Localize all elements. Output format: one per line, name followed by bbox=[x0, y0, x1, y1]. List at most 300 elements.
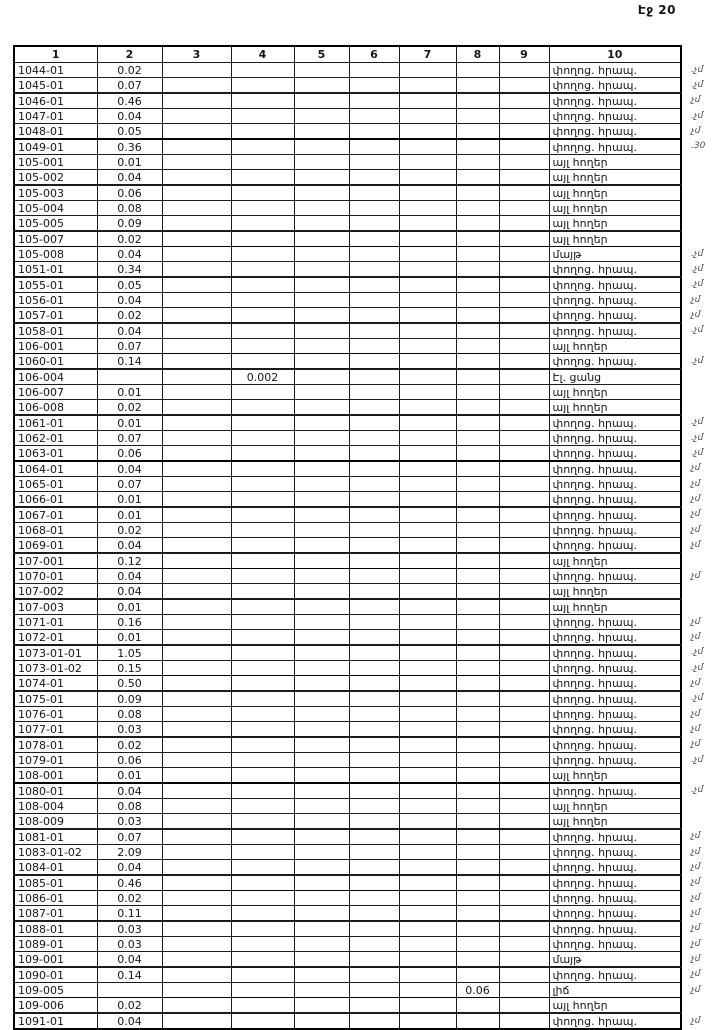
cell-col7 bbox=[399, 185, 456, 201]
margin-handwritten-mark: չմ bbox=[691, 723, 701, 734]
cell-col3 bbox=[162, 722, 231, 738]
cell-col5 bbox=[294, 446, 349, 462]
cell-col4 bbox=[231, 829, 294, 845]
parcel-id-cell: 109-006 bbox=[14, 998, 97, 1014]
cell-col6 bbox=[349, 109, 399, 124]
area-value-cell: 0.03 bbox=[97, 814, 162, 830]
parcel-id-cell: 1081-01 bbox=[14, 829, 97, 845]
margin-handwritten-mark: .չմ bbox=[691, 447, 704, 458]
cell-col3 bbox=[162, 477, 231, 492]
parcel-id-cell: 108-009 bbox=[14, 814, 97, 830]
cell-col5 bbox=[294, 615, 349, 630]
area-value-cell: 0.01 bbox=[97, 415, 162, 431]
cell-col4 bbox=[231, 860, 294, 876]
land-use-cell: փողոց. հրապ. bbox=[549, 293, 681, 308]
margin-handwritten-mark: չմ bbox=[691, 677, 701, 688]
cell-col7 bbox=[399, 400, 456, 416]
cell-col9 bbox=[499, 308, 549, 324]
cell-col6 bbox=[349, 354, 399, 370]
cell-col6 bbox=[349, 400, 399, 416]
parcel-id-cell: 107-001 bbox=[14, 553, 97, 569]
cell-col4 bbox=[231, 768, 294, 784]
parcel-id-cell: 108-004 bbox=[14, 799, 97, 814]
cell-col6 bbox=[349, 737, 399, 753]
cell-col3 bbox=[162, 737, 231, 753]
cell-col6 bbox=[349, 477, 399, 492]
cell-col3 bbox=[162, 553, 231, 569]
area-value-cell: 0.01 bbox=[97, 155, 162, 170]
margin-handwritten-mark: չմ bbox=[691, 739, 701, 750]
table-row bbox=[14, 124, 711, 140]
cell-col3 bbox=[162, 231, 231, 247]
cell-col8 bbox=[456, 707, 499, 722]
cell-col3 bbox=[162, 645, 231, 661]
cell-col7 bbox=[399, 906, 456, 922]
area-value-cell: 0.01 bbox=[97, 768, 162, 784]
land-use-cell: փողոց. հրապ. bbox=[549, 477, 681, 492]
table-row bbox=[14, 231, 711, 247]
margin-handwritten-mark: .չմ bbox=[691, 432, 704, 443]
land-use-cell: փողոց. հրապ. bbox=[549, 109, 681, 124]
cell-col7 bbox=[399, 768, 456, 784]
cell-col7 bbox=[399, 615, 456, 630]
margin-handwritten-mark: չմ bbox=[691, 570, 701, 581]
cell-col8 bbox=[456, 906, 499, 922]
cell-col6 bbox=[349, 538, 399, 554]
land-use-cell: փողոց. հրապ. bbox=[549, 615, 681, 630]
cell-col9 bbox=[499, 983, 549, 998]
cell-col3 bbox=[162, 216, 231, 232]
cell-col9 bbox=[499, 523, 549, 538]
cell-col5 bbox=[294, 477, 349, 492]
table-row bbox=[14, 615, 711, 630]
table-row bbox=[14, 78, 711, 94]
margin-handwritten-mark: .չմ bbox=[691, 248, 704, 259]
cell-col7 bbox=[399, 369, 456, 385]
cell-col8 bbox=[456, 170, 499, 186]
cell-col5 bbox=[294, 967, 349, 983]
land-use-cell: փողոց. հրապ. bbox=[549, 691, 681, 707]
area-value-cell: 0.06 bbox=[97, 446, 162, 462]
cell-col9 bbox=[499, 431, 549, 446]
cell-col5 bbox=[294, 875, 349, 891]
margin-handwritten-mark: .չմ bbox=[691, 110, 704, 121]
parcel-id-cell: 1072-01 bbox=[14, 630, 97, 646]
parcel-id-cell: 1068-01 bbox=[14, 523, 97, 538]
table-header-row bbox=[14, 46, 711, 63]
cell-col5 bbox=[294, 553, 349, 569]
cell-col9 bbox=[499, 937, 549, 952]
cell-col6 bbox=[349, 845, 399, 860]
table-row bbox=[14, 139, 711, 155]
cell-col6 bbox=[349, 124, 399, 140]
margin-handwritten-mark bbox=[681, 216, 711, 232]
margin-handwritten-mark: .չմ bbox=[691, 785, 704, 796]
cell-col4 bbox=[231, 630, 294, 646]
cell-col9 bbox=[499, 185, 549, 201]
table-row bbox=[14, 477, 711, 492]
table-row bbox=[14, 645, 711, 661]
cell-col5 bbox=[294, 753, 349, 768]
margin-handwritten-mark: չմ bbox=[691, 463, 701, 474]
cell-col5 bbox=[294, 676, 349, 692]
cell-col6 bbox=[349, 753, 399, 768]
cell-col3 bbox=[162, 185, 231, 201]
table-row bbox=[14, 584, 711, 600]
cell-col3 bbox=[162, 661, 231, 676]
land-use-cell: փողոց. հրապ. bbox=[549, 262, 681, 278]
cell-col8 bbox=[456, 584, 499, 600]
land-use-cell: այլ հողեր bbox=[549, 185, 681, 201]
area-value-cell: 0.04 bbox=[97, 569, 162, 584]
cell-col8 bbox=[456, 400, 499, 416]
cell-col4 bbox=[231, 584, 294, 600]
cell-col6 bbox=[349, 63, 399, 78]
cell-col4 bbox=[231, 78, 294, 94]
cell-col6 bbox=[349, 461, 399, 477]
margin-handwritten-mark: չմ bbox=[691, 125, 701, 136]
cell-col6 bbox=[349, 507, 399, 523]
table-row bbox=[14, 891, 711, 906]
cell-col8 bbox=[456, 63, 499, 78]
cell-col8 bbox=[456, 461, 499, 477]
cell-col7 bbox=[399, 967, 456, 983]
cell-col7 bbox=[399, 783, 456, 799]
table-row bbox=[14, 630, 711, 646]
table-row bbox=[14, 860, 711, 876]
cell-col9 bbox=[499, 277, 549, 293]
margin-handwritten-mark bbox=[681, 553, 711, 569]
land-use-cell: այլ հողեր bbox=[549, 216, 681, 232]
cell-col6 bbox=[349, 293, 399, 308]
cell-col4 bbox=[231, 216, 294, 232]
cell-col8 bbox=[456, 201, 499, 216]
area-value-cell: 0.04 bbox=[97, 1013, 162, 1029]
land-use-cell: փողոց. հրապ. bbox=[549, 354, 681, 370]
land-use-cell: այլ հողեր bbox=[549, 998, 681, 1014]
cell-col5 bbox=[294, 937, 349, 952]
cell-col3 bbox=[162, 354, 231, 370]
margin-handwritten-mark: .չմ bbox=[691, 325, 704, 336]
land-use-cell: փողոց. հրապ. bbox=[549, 139, 681, 155]
parcel-id-cell: 1064-01 bbox=[14, 461, 97, 477]
parcel-id-cell: 105-004 bbox=[14, 201, 97, 216]
parcel-id-cell: 105-002 bbox=[14, 170, 97, 186]
land-use-cell: փողոց. հրապ. bbox=[549, 661, 681, 676]
parcel-id-cell: 1089-01 bbox=[14, 937, 97, 952]
margin-handwritten-mark: .չմ bbox=[691, 79, 704, 90]
area-value-cell: 0.01 bbox=[97, 492, 162, 508]
cell-col9 bbox=[499, 477, 549, 492]
area-value-cell: 0.08 bbox=[97, 201, 162, 216]
table-row bbox=[14, 875, 711, 891]
cell-col7 bbox=[399, 921, 456, 937]
cell-col6 bbox=[349, 1013, 399, 1029]
land-use-cell: փողոց. հրապ. bbox=[549, 124, 681, 140]
area-value-cell: 2.09 bbox=[97, 845, 162, 860]
cell-col8 bbox=[456, 875, 499, 891]
cell-col3 bbox=[162, 783, 231, 799]
margin-handwritten-mark: չմ bbox=[691, 923, 701, 934]
cell-col7 bbox=[399, 523, 456, 538]
table-row bbox=[14, 676, 711, 692]
margin-handwritten-mark: .չմ bbox=[691, 279, 704, 290]
cell-col7 bbox=[399, 385, 456, 400]
margin-handwritten-mark: .չմ bbox=[691, 355, 704, 366]
area-value-cell: 0.14 bbox=[97, 354, 162, 370]
margin-handwritten-mark: չմ bbox=[691, 493, 701, 504]
cell-col8 bbox=[456, 615, 499, 630]
parcel-id-cell: 1066-01 bbox=[14, 492, 97, 508]
cell-col4 bbox=[231, 93, 294, 109]
cell-col4 bbox=[231, 921, 294, 937]
cell-col3 bbox=[162, 691, 231, 707]
cell-col8 bbox=[456, 645, 499, 661]
cell-col9 bbox=[499, 676, 549, 692]
cell-col3 bbox=[162, 937, 231, 952]
table-row bbox=[14, 216, 711, 232]
cell-col5 bbox=[294, 569, 349, 584]
cell-col7 bbox=[399, 277, 456, 293]
cell-col5 bbox=[294, 1013, 349, 1029]
cell-col3 bbox=[162, 630, 231, 646]
cell-col3 bbox=[162, 538, 231, 554]
cell-col9 bbox=[499, 875, 549, 891]
margin-handwritten-mark: չմ bbox=[691, 984, 701, 995]
cell-col8 bbox=[456, 599, 499, 615]
cell-col3 bbox=[162, 492, 231, 508]
area-value-cell: 0.46 bbox=[97, 875, 162, 891]
cell-col5 bbox=[294, 906, 349, 922]
table-header bbox=[14, 46, 711, 63]
cell-col8 bbox=[456, 492, 499, 508]
cell-col3 bbox=[162, 921, 231, 937]
cell-col9 bbox=[499, 599, 549, 615]
area-value-cell: 0.05 bbox=[97, 277, 162, 293]
area-value-cell: 0.36 bbox=[97, 139, 162, 155]
land-use-cell: փողոց. հրապ. bbox=[549, 875, 681, 891]
area-value-cell: 0.04 bbox=[97, 170, 162, 186]
cell-col5 bbox=[294, 492, 349, 508]
table-row bbox=[14, 783, 711, 799]
cell-col7 bbox=[399, 829, 456, 845]
cell-col9 bbox=[499, 553, 549, 569]
cell-col4 bbox=[231, 277, 294, 293]
cell-col6 bbox=[349, 170, 399, 186]
table-row bbox=[14, 277, 711, 293]
cell-col8 bbox=[456, 860, 499, 876]
cell-col7 bbox=[399, 170, 456, 186]
cell-col8 bbox=[456, 538, 499, 554]
cell-col7 bbox=[399, 231, 456, 247]
margin-handwritten-mark: չմ bbox=[691, 478, 701, 489]
parcel-id-cell: 1073-01-02 bbox=[14, 661, 97, 676]
cell-col4 bbox=[231, 262, 294, 278]
cell-col6 bbox=[349, 446, 399, 462]
cell-col4 bbox=[231, 722, 294, 738]
cell-col5 bbox=[294, 599, 349, 615]
cell-col5 bbox=[294, 707, 349, 722]
area-value-cell: 0.02 bbox=[97, 891, 162, 906]
cell-col3 bbox=[162, 875, 231, 891]
land-use-cell: փողոց. հրապ. bbox=[549, 707, 681, 722]
parcel-id-cell: 106-004 bbox=[14, 369, 97, 385]
area-value-cell: 0.16 bbox=[97, 615, 162, 630]
cell-col8 bbox=[456, 845, 499, 860]
cell-col7 bbox=[399, 109, 456, 124]
cell-col4 bbox=[231, 124, 294, 140]
margin-handwritten-mark: .չմ bbox=[691, 417, 704, 428]
margin-handwritten-mark: չմ bbox=[691, 831, 701, 842]
margin-handwritten-mark: չմ bbox=[691, 1015, 701, 1026]
cell-col5 bbox=[294, 385, 349, 400]
area-value-cell: 0.02 bbox=[97, 400, 162, 416]
parcel-id-cell: 1049-01 bbox=[14, 139, 97, 155]
cell-col6 bbox=[349, 247, 399, 262]
cell-col5 bbox=[294, 400, 349, 416]
margin-handwritten-mark: .չմ bbox=[691, 263, 704, 274]
cell-col9 bbox=[499, 645, 549, 661]
land-use-cell: փողոց. հրապ. bbox=[549, 906, 681, 922]
cell-col6 bbox=[349, 492, 399, 508]
cell-col7 bbox=[399, 891, 456, 906]
margin-handwritten-mark: չմ bbox=[691, 846, 701, 857]
cell-col9 bbox=[499, 860, 549, 876]
cell-col8 bbox=[456, 921, 499, 937]
cell-col8 bbox=[456, 369, 499, 385]
cell-col6 bbox=[349, 323, 399, 339]
table-row bbox=[14, 247, 711, 262]
cell-col6 bbox=[349, 921, 399, 937]
cell-col4 bbox=[231, 875, 294, 891]
parcel-id-cell: 1086-01 bbox=[14, 891, 97, 906]
margin-handwritten-mark bbox=[681, 814, 711, 830]
column-header-9: 9 bbox=[499, 46, 549, 63]
land-use-cell: այլ հողեր bbox=[549, 599, 681, 615]
cell-col8 bbox=[456, 323, 499, 339]
land-use-cell: փողոց. հրապ. bbox=[549, 461, 681, 477]
cell-col3 bbox=[162, 323, 231, 339]
margin-handwritten-mark bbox=[681, 369, 711, 385]
cell-col4 bbox=[231, 339, 294, 354]
cell-col4 bbox=[231, 385, 294, 400]
cell-col7 bbox=[399, 63, 456, 78]
cell-col3 bbox=[162, 415, 231, 431]
land-use-cell: փողոց. հրապ. bbox=[549, 845, 681, 860]
cell-col9 bbox=[499, 615, 549, 630]
cell-col5 bbox=[294, 354, 349, 370]
parcel-id-cell: 105-003 bbox=[14, 185, 97, 201]
area-value-cell: 0.01 bbox=[97, 507, 162, 523]
area-value-cell: 0.06 bbox=[97, 753, 162, 768]
parcel-id-cell: 1071-01 bbox=[14, 615, 97, 630]
table-row bbox=[14, 415, 711, 431]
land-use-cell: այլ հողեր bbox=[549, 155, 681, 170]
parcel-id-cell: 1070-01 bbox=[14, 569, 97, 584]
cell-col9 bbox=[499, 891, 549, 906]
cell-col3 bbox=[162, 201, 231, 216]
cell-col9 bbox=[499, 569, 549, 584]
area-value-cell: 0.04 bbox=[97, 323, 162, 339]
column-header-8: 8 bbox=[456, 46, 499, 63]
table-body bbox=[14, 63, 711, 1030]
table-row bbox=[14, 339, 711, 354]
parcel-id-cell: 1057-01 bbox=[14, 308, 97, 324]
land-use-cell: լիճ bbox=[549, 983, 681, 998]
margin-handwritten-mark bbox=[681, 185, 711, 201]
cell-col7 bbox=[399, 983, 456, 998]
area-value-cell: 0.07 bbox=[97, 339, 162, 354]
cell-col9 bbox=[499, 216, 549, 232]
area-value-cell: 0.06 bbox=[97, 185, 162, 201]
cell-col7 bbox=[399, 492, 456, 508]
cell-col5 bbox=[294, 124, 349, 140]
margin-handwritten-mark bbox=[681, 170, 711, 186]
cell-col4 bbox=[231, 707, 294, 722]
margin-handwritten-mark bbox=[681, 385, 711, 400]
table-row bbox=[14, 492, 711, 508]
land-parcels-table bbox=[13, 45, 712, 1030]
cell-col8 bbox=[456, 124, 499, 140]
parcel-id-cell: 1058-01 bbox=[14, 323, 97, 339]
table-row bbox=[14, 814, 711, 830]
land-use-cell: փողոց. հրապ. bbox=[549, 308, 681, 324]
cell-col7 bbox=[399, 262, 456, 278]
parcel-id-cell: 1061-01 bbox=[14, 415, 97, 431]
table-row bbox=[14, 906, 711, 922]
cell-col9 bbox=[499, 461, 549, 477]
area-value-cell: 0.07 bbox=[97, 78, 162, 94]
table-row bbox=[14, 829, 711, 845]
cell-col8 bbox=[456, 293, 499, 308]
parcel-id-cell: 1069-01 bbox=[14, 538, 97, 554]
cell-col6 bbox=[349, 216, 399, 232]
cell-col5 bbox=[294, 323, 349, 339]
parcel-id-cell: 1048-01 bbox=[14, 124, 97, 140]
parcel-id-cell: 105-008 bbox=[14, 247, 97, 262]
cell-col8 bbox=[456, 676, 499, 692]
cell-col8 bbox=[456, 78, 499, 94]
margin-handwritten-mark: .չմ bbox=[691, 647, 704, 658]
cell-col5 bbox=[294, 431, 349, 446]
cell-col5 bbox=[294, 507, 349, 523]
cell-col5 bbox=[294, 78, 349, 94]
margin-handwritten-mark bbox=[681, 768, 711, 784]
margin-handwritten-mark bbox=[681, 799, 711, 814]
cell-col8 bbox=[456, 216, 499, 232]
cell-col7 bbox=[399, 799, 456, 814]
cell-col9 bbox=[499, 906, 549, 922]
cell-col4 bbox=[231, 431, 294, 446]
cell-col5 bbox=[294, 538, 349, 554]
cell-col4 bbox=[231, 676, 294, 692]
cell-col5 bbox=[294, 170, 349, 186]
cell-col8 bbox=[456, 507, 499, 523]
cell-col3 bbox=[162, 139, 231, 155]
cell-col6 bbox=[349, 262, 399, 278]
land-use-cell: փողոց. հրապ. bbox=[549, 63, 681, 78]
area-value-cell: 0.04 bbox=[97, 584, 162, 600]
cell-col5 bbox=[294, 783, 349, 799]
cell-col4 bbox=[231, 477, 294, 492]
cell-col6 bbox=[349, 599, 399, 615]
land-use-cell: փողոց. հրապ. bbox=[549, 507, 681, 523]
area-value-cell bbox=[97, 369, 162, 385]
cell-col3 bbox=[162, 906, 231, 922]
cell-col4 bbox=[231, 109, 294, 124]
cell-col8 bbox=[456, 155, 499, 170]
area-value-cell: 1.05 bbox=[97, 645, 162, 661]
